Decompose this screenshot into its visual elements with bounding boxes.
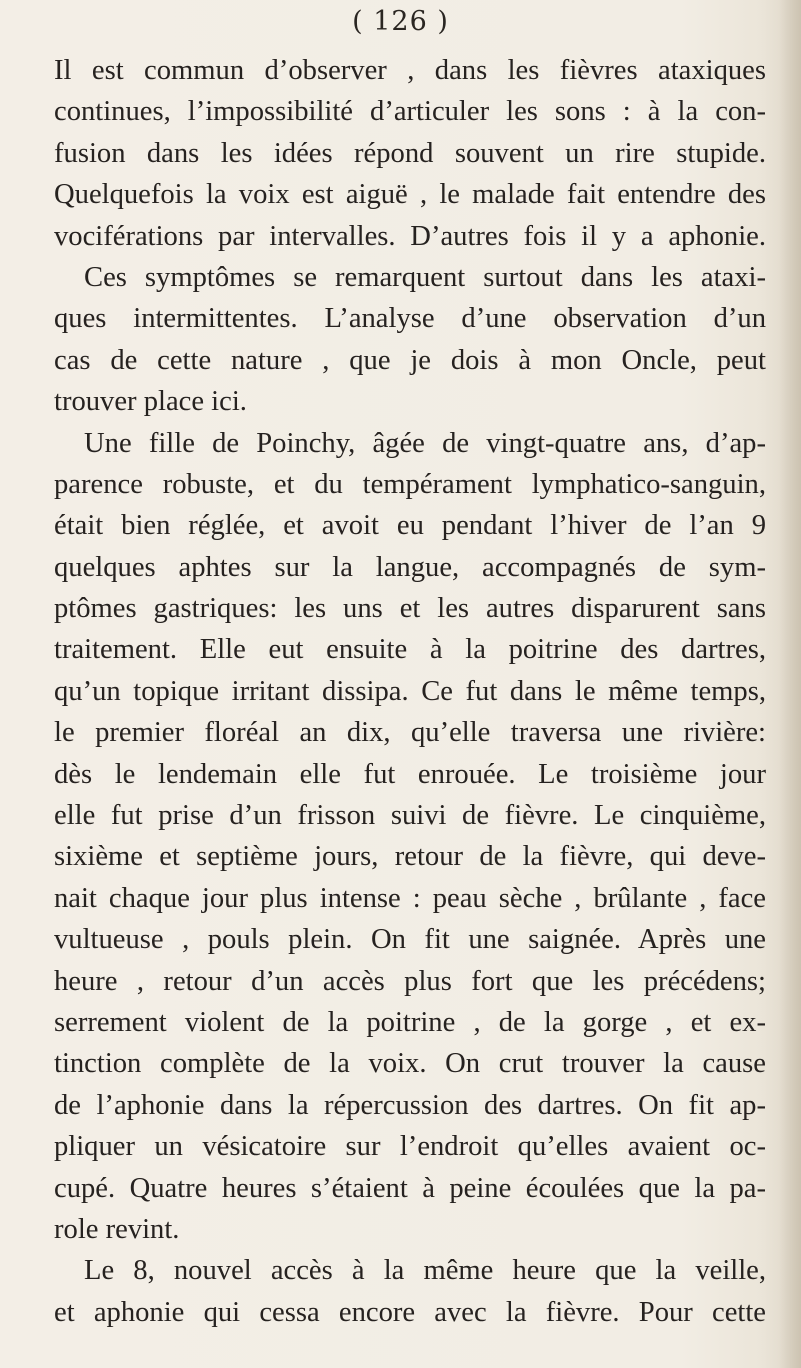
text-line: sixième et septième jours, retour de la fièvre, qui deve- [54,841,766,873]
text-line: ptômes gastriques: les uns et les autres disparurent sans [54,593,766,625]
text-line: role revint. [54,1213,180,1245]
text-line: serrement violent de la poitrine , de la gorge , et ex- [54,1006,766,1038]
page-edge-shadow [779,0,801,1368]
text-line: Une fille de Poinchy, âgée de vingt-quatre ans, d’ap- [84,427,766,459]
body-text [54,50,766,1333]
text-line: heure , retour d’un accès plus fort que les précédens; [54,965,766,997]
text-line: quelques aphtes sur la langue, accompagnés de sym- [54,551,766,583]
text-line: vultueuse , pouls plein. On fit une saignée. Après une [54,924,766,956]
text-line: traitement. Elle eut ensuite à la poitrine des dartres, [54,634,766,666]
text-line: cupé. Quatre heures s’étaient à peine écoulées que la pa- [54,1172,766,1204]
text-line: trouver place ici. [54,386,247,418]
text-line: qu’un topique irritant dissipa. Ce fut dans le même temps, [54,675,766,707]
text-line: continues, l’impossibilité d’articuler les sons : à la con- [54,96,766,128]
text-line: tinction complète de la voix. On crut trouver la cause [54,1048,766,1080]
text-line: Ces symptômes se remarquent surtout dans les ataxi- [84,261,766,293]
text-line: Quelquefois la voix est aiguë , le malade fait entendre des [54,179,766,211]
text-line: vociférations par intervalles. D’autres fois il y a aphonie. [54,220,766,252]
text-line: de l’aphonie dans la répercussion des dartres. On fit ap- [54,1089,766,1121]
text-line: elle fut prise d’un frisson suivi de fièvre. Le cinquième, [54,800,766,832]
text-line: Il est commun d’observer , dans les fièvres ataxiques [54,55,766,86]
text-line: ques intermittentes. L’analyse d’une observation d’un [54,303,766,335]
text-line: parence robuste, et du tempérament lymphatico-sanguin, [54,468,766,500]
text-line: pliquer un vésicatoire sur l’endroit qu’elles avaient oc- [54,1131,766,1163]
text-line: fusion dans les idées répond souvent un rire stupide. [54,137,766,169]
page-number: ( 126 ) [352,6,449,37]
text-line: cas de cette nature , que je dois à mon Oncle, peut [54,344,766,376]
text-line: nait chaque jour plus intense : peau sèche , brûlante , face [54,882,766,914]
text-line: était bien réglée, et avoit eu pendant l’hiver de l’an 9 [54,510,766,542]
text-line: dès le lendemain elle fut enrouée. Le troisième jour [54,758,766,790]
text-line: et aphonie qui cessa encore avec la fièvre. Pour cette [54,1296,766,1328]
text-line: le premier floréal an dix, qu’elle traversa une rivière: [54,717,766,749]
text-line: Le 8, nouvel accès à la même heure que la veille, [84,1255,766,1287]
